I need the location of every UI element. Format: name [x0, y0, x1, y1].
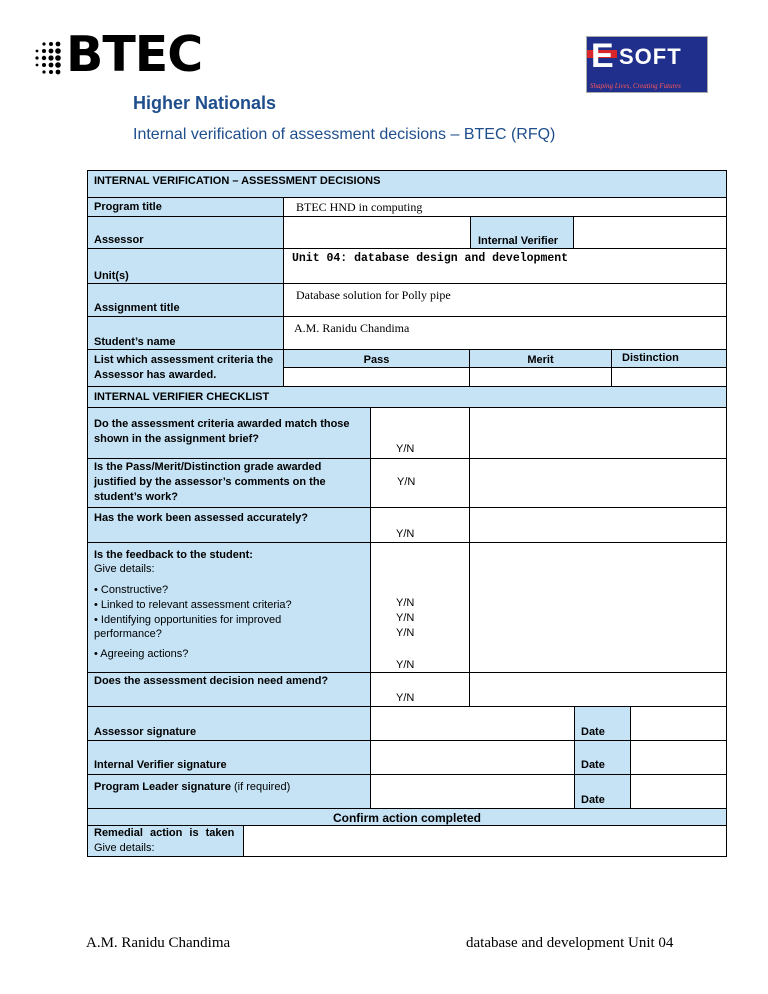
checklist-q4-give-details: Give details: [94, 563, 155, 575]
assessor-signature-label-cell [87, 706, 371, 741]
checklist-q2-yn: Y/N [397, 476, 416, 488]
checklist-q4-item: • Identifying opportunities for improved performance? [94, 614, 282, 640]
assignment-title-label: Assignment title [94, 302, 180, 314]
internal-verifier-field[interactable] [573, 216, 727, 249]
checklist-q3-yn-cell[interactable] [370, 507, 470, 543]
student-name-label: Student’s name [94, 336, 176, 348]
checklist-q4-yn: Y/N [396, 597, 415, 609]
confirm-action-header [87, 808, 727, 826]
criteria-label: List which assessment criteria the Assessor has awarded. [94, 354, 274, 381]
checklist-q5-yn: Y/N [396, 692, 415, 704]
criteria-distinction-header [611, 349, 727, 368]
internal-verifier-label-cell [470, 216, 574, 249]
criteria-pass-header [283, 349, 470, 368]
criteria-merit-label: Merit [527, 354, 554, 366]
assessor-field[interactable] [283, 216, 471, 249]
student-name-label-cell [87, 316, 284, 350]
units-value: Unit 04: database design and development [292, 252, 569, 265]
esoft-logo [586, 36, 708, 93]
program-title-value: BTEC HND in computing [296, 200, 423, 214]
criteria-merit-field[interactable] [469, 367, 612, 387]
date-label: Date [581, 759, 605, 771]
checklist-q5-yn-cell[interactable] [370, 672, 470, 707]
checklist-q5-cell [87, 672, 371, 707]
assessor-label: Assessor [94, 234, 144, 246]
esoft-logo-letter: E [591, 37, 614, 75]
checklist-q4-title: Is the feedback to the student: [94, 549, 253, 561]
date-label: Date [581, 794, 605, 806]
criteria-distinction-field[interactable] [611, 367, 727, 387]
checklist-q4-item: • Constructive? [94, 584, 169, 596]
assessor-label-cell [87, 216, 284, 249]
remedial-details-field[interactable] [243, 825, 727, 857]
pl-signature-label: Program Leader signature [94, 781, 231, 793]
iv-signature-label: Internal Verifier signature [94, 759, 227, 771]
iv-date-field[interactable] [630, 740, 727, 775]
program-title-label: Program title [94, 201, 162, 213]
btec-logo: BTEC [66, 26, 203, 83]
checklist-q4-item: • Agreeing actions? [94, 648, 189, 660]
internal-verification-form [87, 170, 727, 857]
section-header-assessment-decisions: INTERNAL VERIFICATION – ASSESSMENT DECISIONS [87, 170, 727, 198]
checklist-q4-yn: Y/N [396, 627, 415, 639]
higher-nationals-title: Higher Nationals [133, 93, 277, 113]
assessor-date-field[interactable] [630, 706, 727, 741]
checklist-q4-yn-cell[interactable] [370, 542, 470, 673]
units-label-cell [87, 248, 284, 284]
checklist-q5-label: Does the assessment decision need amend? [94, 675, 329, 687]
internal-verifier-label: Internal Verifier [478, 235, 559, 247]
student-name-value: A.M. Ranidu Chandima [294, 321, 410, 335]
criteria-merit-header [469, 349, 612, 368]
footer-student-name: A.M. Ranidu Chandima [86, 935, 231, 951]
checklist-q1-yn: Y/N [396, 443, 415, 455]
esoft-logo-word: SOFT [619, 44, 682, 69]
criteria-pass-field[interactable] [283, 367, 470, 387]
checklist-q1-comment[interactable] [469, 407, 727, 459]
units-label: Unit(s) [94, 270, 129, 282]
checklist-q4-comment[interactable] [469, 542, 727, 673]
checklist-q3-yn: Y/N [396, 528, 415, 540]
iv-signature-field[interactable] [370, 740, 575, 775]
date-label: Date [581, 726, 605, 738]
checklist-q1-label: Do the assessment criteria awarded match those shown in the assignment brief? [94, 418, 350, 445]
pl-date-field[interactable] [630, 774, 727, 809]
assignment-title-label-cell [87, 283, 284, 317]
checklist-q3-label: Has the work been assessed accurately? [94, 512, 308, 524]
btec-logo-dots [32, 40, 66, 80]
checklist-q4-item: • Linked to relevant assessment criteria? [94, 599, 292, 611]
assessor-date-label-cell [574, 706, 631, 741]
esoft-logo-tagline: Shaping Lives, Creating Futures [590, 82, 681, 90]
checklist-q4-yn: Y/N [396, 659, 415, 671]
footer-unit: database and development Unit 04 [466, 935, 674, 951]
criteria-distinction-label: Distinction [622, 352, 679, 364]
iv-date-label-cell [574, 740, 631, 775]
pl-signature-label-cell [87, 774, 371, 809]
checklist-q3-cell [87, 507, 371, 543]
criteria-pass-label: Pass [363, 354, 390, 366]
checklist-q2-comment[interactable] [469, 458, 727, 508]
remedial-label: Remedial action is taken [94, 827, 235, 839]
checklist-q2-cell [87, 458, 371, 508]
checklist-q5-comment[interactable] [469, 672, 727, 707]
units-field[interactable] [283, 248, 727, 284]
confirm-action-title: Confirm action completed [332, 811, 481, 825]
checklist-q2-yn-cell[interactable] [370, 458, 470, 508]
remedial-give-details: Give details: [94, 842, 155, 854]
assignment-title-value: Database solution for Polly pipe [296, 288, 451, 302]
assignment-title-field[interactable] [283, 283, 727, 317]
checklist-q4-cell [87, 542, 371, 673]
checklist-q2-label: Is the Pass/Merit/Distinction grade awarded justified by the assessor’s comments on the student’s work? [94, 461, 326, 503]
iv-signature-label-cell [87, 740, 371, 775]
checklist-q4-yn: Y/N [396, 612, 415, 624]
checklist-q1-yn-cell[interactable] [370, 407, 470, 459]
pl-date-label-cell [574, 774, 631, 809]
page-subtitle: Internal verification of assessment decisions – BTEC (RFQ) [133, 126, 556, 143]
program-title-field[interactable] [283, 197, 727, 217]
pl-signature-label-wrap [94, 781, 290, 793]
criteria-label-cell [87, 349, 284, 387]
section-header-checklist: INTERNAL VERIFIER CHECKLIST [87, 386, 727, 408]
pl-signature-field[interactable] [370, 774, 575, 809]
student-name-field[interactable] [283, 316, 727, 350]
pl-signature-note: (if required) [234, 781, 291, 793]
program-title-label-cell [87, 197, 284, 217]
checklist-q3-comment[interactable] [469, 507, 727, 543]
assessor-signature-label: Assessor signature [94, 726, 197, 738]
assessor-signature-field[interactable] [370, 706, 575, 741]
remedial-label-cell [87, 825, 244, 857]
checklist-q1-cell [87, 407, 371, 459]
